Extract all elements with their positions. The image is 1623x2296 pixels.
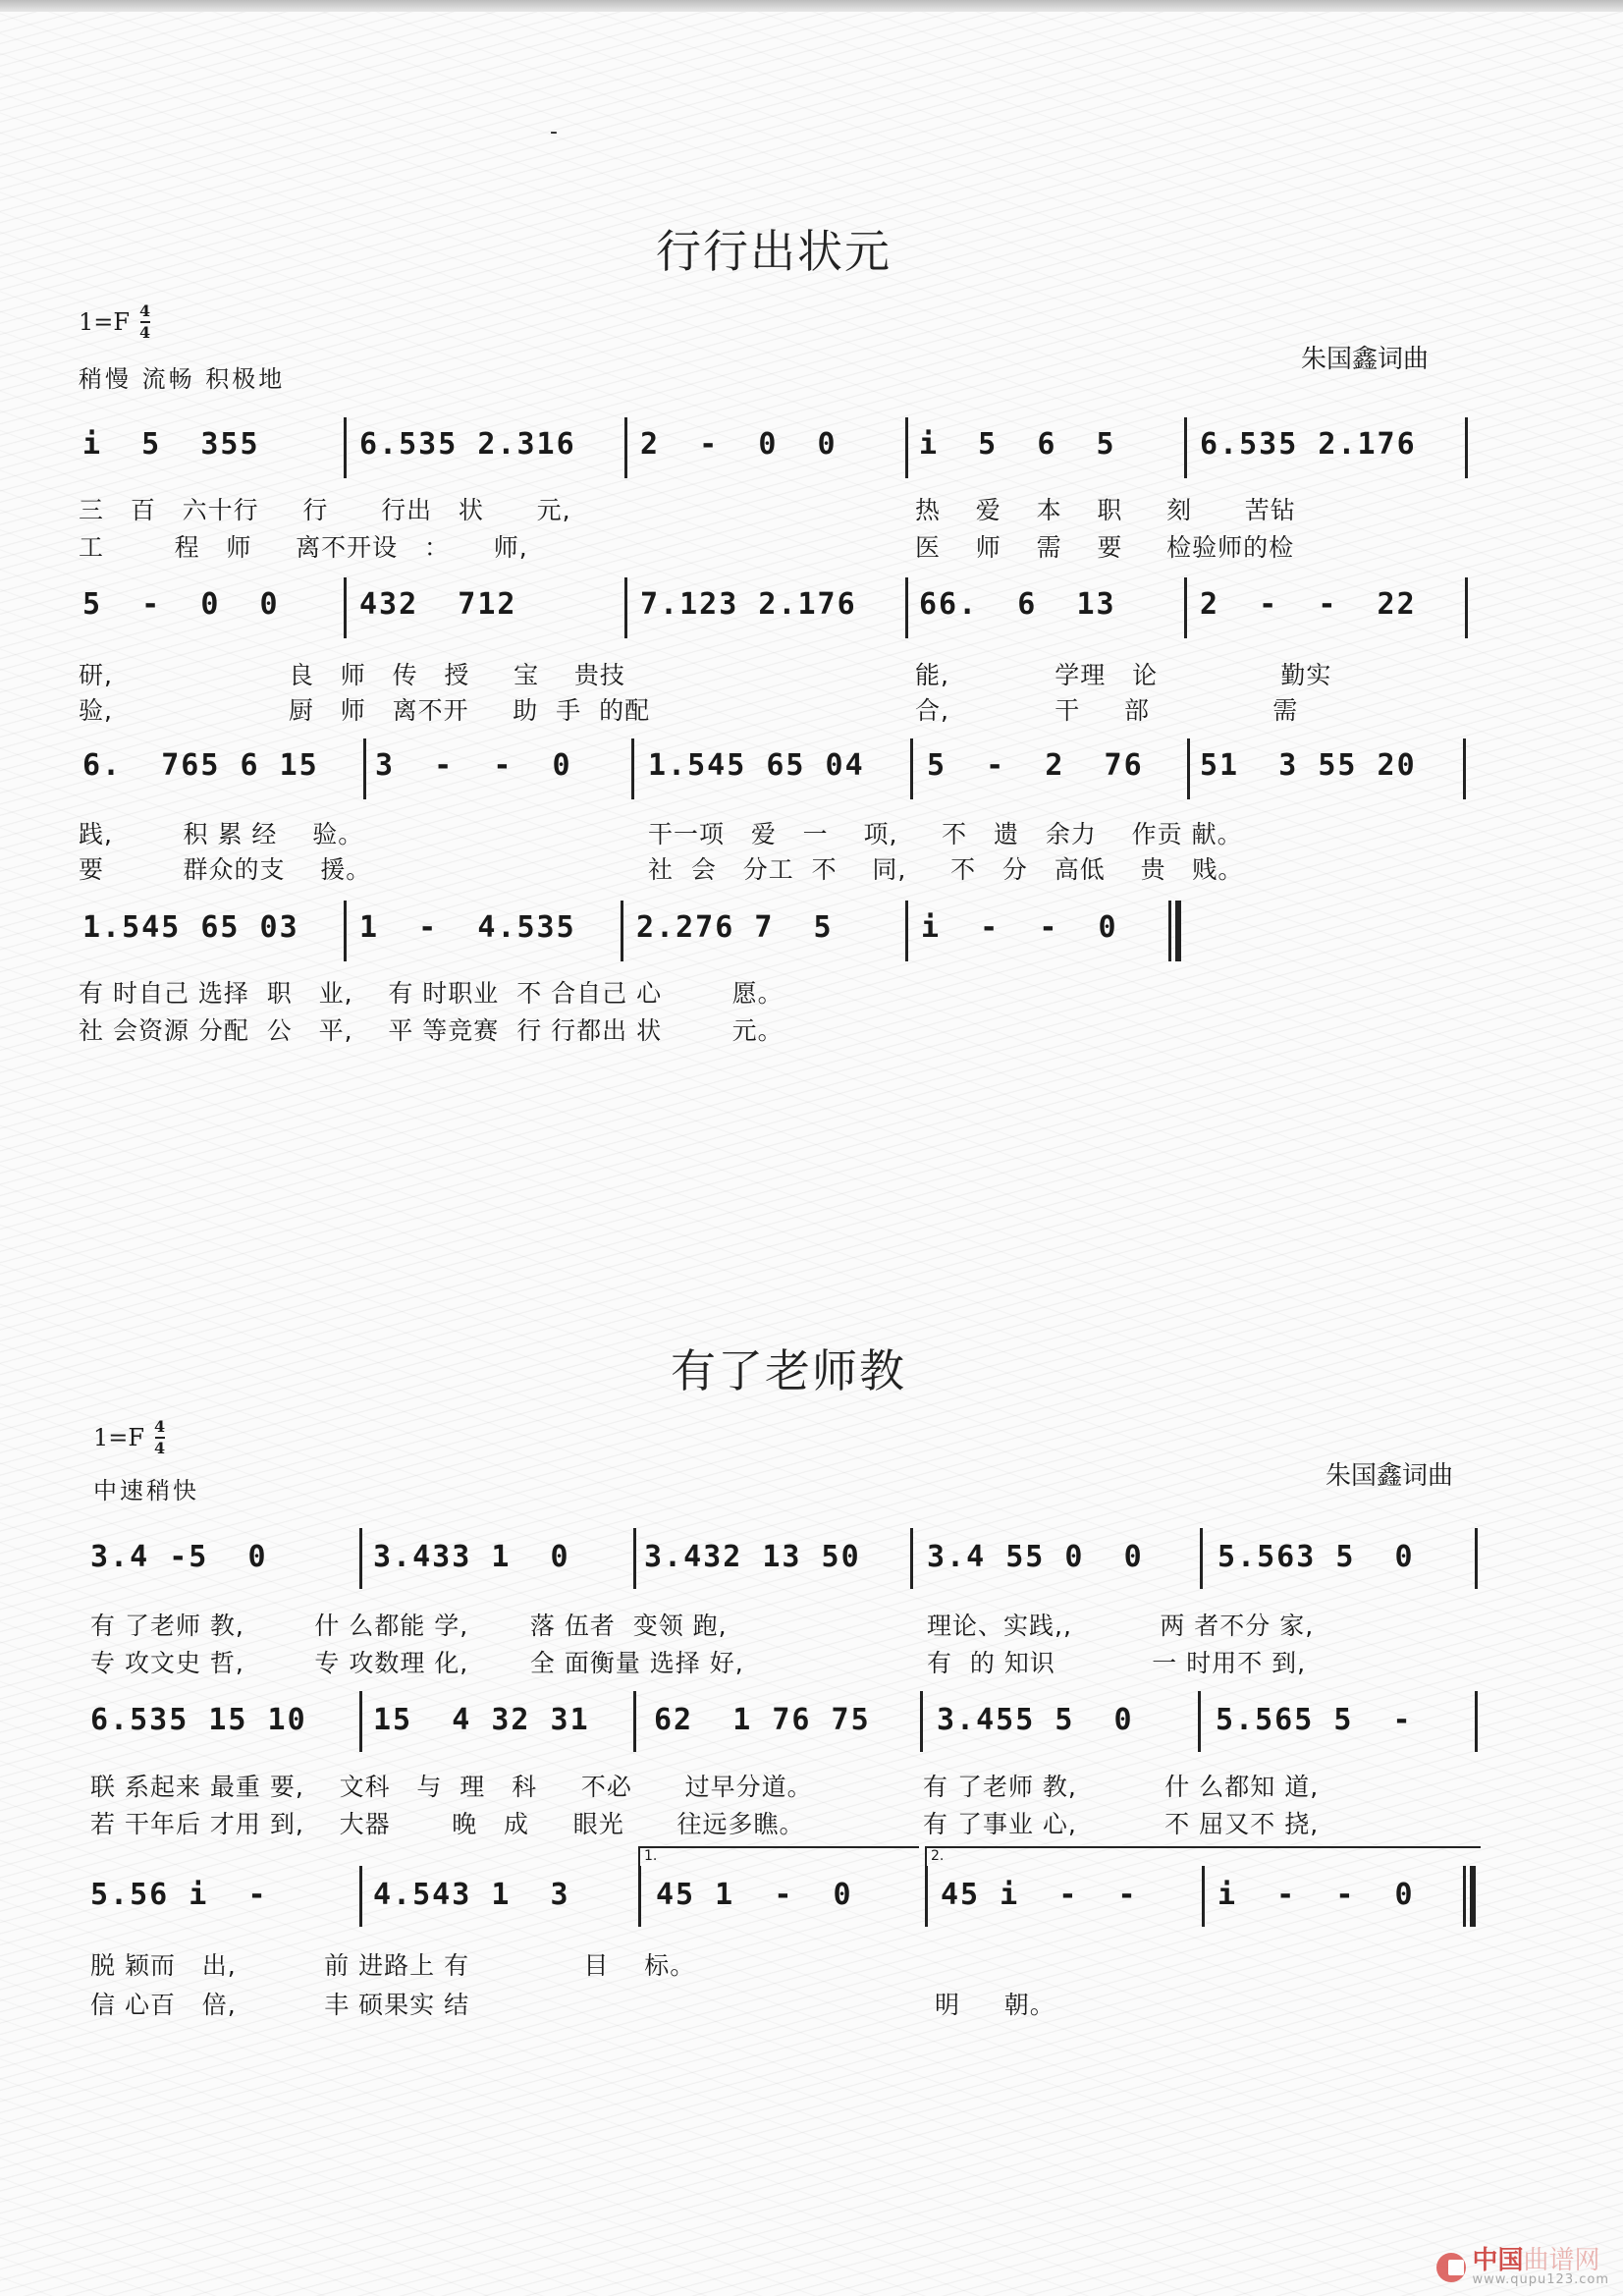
measure: 51 3 55 20	[1200, 748, 1417, 783]
barline	[1200, 1528, 1203, 1589]
lyric-verse-2: 信 心百 倍, 丰 硕果实 结	[90, 1991, 470, 2019]
measure: 62 1 76 75	[654, 1703, 871, 1737]
barline	[363, 738, 366, 799]
lyric-verse-1: 能, 学理 论 勤实	[915, 661, 1332, 689]
volta-1: 1.	[638, 1846, 919, 1887]
key-label: 1=F	[93, 1424, 145, 1451]
barline	[1475, 1528, 1478, 1589]
lyric-verse-1: 有 了老师 教, 什 么都知 道,	[923, 1773, 1320, 1801]
lyric-verse-2: 社 会 分工 不 同, 不 分 高低 贵 贱。	[648, 855, 1244, 884]
lyric-verse-1: 践, 积 累 经 验。	[79, 820, 364, 848]
measure: 15 4 32 31	[373, 1703, 590, 1737]
lyric-verse-2: 有 了事业 心, 不 屈又不 挠,	[923, 1810, 1320, 1838]
barline	[920, 1691, 923, 1752]
measure: 5 - 0 0	[82, 587, 280, 622]
tempo-marking: 稍慢 流畅 积极地	[79, 365, 286, 393]
measure: 3.433 1 0	[373, 1540, 570, 1574]
scan-top-edge	[0, 0, 1623, 12]
time-signature: $\frac{4}{4}$	[154, 1417, 166, 1457]
measure: 5.563 5 0	[1217, 1540, 1415, 1574]
lyric-verse-2: 明 朝。	[935, 1991, 1055, 2019]
top-mark: -	[550, 120, 558, 144]
measure: 6.535 2.316	[359, 427, 576, 462]
barline	[1202, 1866, 1205, 1927]
measure: 3.455 5 0	[937, 1703, 1134, 1737]
lyric-verse-2: 若 干年后 才用 到, 大器 晚 成 眼光 往远多瞧。	[90, 1810, 805, 1838]
barline	[905, 577, 908, 638]
tempo-marking: 中速稍快	[93, 1477, 199, 1504]
measure: 432 712	[359, 587, 517, 622]
measure: 7.123 2.176	[640, 587, 857, 622]
time-signature: $\frac{4}{4}$	[139, 301, 151, 342]
barline	[905, 417, 908, 478]
qupu-logo-icon	[1436, 2253, 1466, 2282]
barline	[359, 1691, 362, 1752]
barline	[344, 417, 347, 478]
lyric-verse-1: 有 了老师 教, 什 么都能 学, 落 伍者 变领 跑,	[90, 1612, 728, 1640]
lyric-verse-1: 理论、实践,, 两 者不分 家,	[927, 1612, 1315, 1640]
lyric-verse-1: 研, 良 师 传 授 宝 贵技	[79, 661, 625, 689]
watermark-brand-sub: 曲谱网	[1523, 2246, 1600, 2275]
measure: 45 1 - 0	[656, 1878, 853, 1912]
lyric-verse-2: 专 攻文史 哲, 专 攻数理 化, 全 面衡量 选择 好,	[90, 1649, 744, 1677]
measure: i 5 355	[82, 427, 260, 462]
barline	[638, 1866, 641, 1927]
key-signature	[93, 1418, 165, 1457]
barline	[1184, 577, 1187, 638]
lyric-verse-1: 有 时自己 选择 职 业, 有 时职业 不 合自己 心 愿。	[79, 979, 784, 1008]
measure: 66. 6 13	[919, 587, 1116, 622]
lyric-verse-1: 联 系起来 最重 要, 文科 与 理 科 不必 过早分道。	[90, 1773, 813, 1801]
key-label: 1=F	[79, 308, 131, 336]
barline	[1475, 1691, 1478, 1752]
lyric-verse-2: 工 程 师 离不开设 ： 师,	[79, 533, 528, 562]
measure: 5.565 5 -	[1216, 1703, 1413, 1737]
barline	[1465, 577, 1468, 638]
song-title: 有了老师教	[671, 1344, 906, 1397]
measure: 2.276 7 5	[636, 910, 834, 945]
measure: 1 - 4.535	[359, 910, 576, 945]
measure: i - - 0	[1217, 1878, 1415, 1912]
barline	[631, 738, 634, 799]
composer-credit: 朱国鑫词曲	[1301, 345, 1430, 374]
lyric-verse-2: 社 会资源 分配 公 平, 平 等竞赛 行 行都出 状 元。	[79, 1016, 784, 1045]
barline	[344, 577, 347, 638]
watermark	[1436, 2248, 1609, 2286]
measure: 4.543 1 3	[373, 1878, 570, 1912]
lyric-verse-2: 有 的 知识 一 时用不 到,	[927, 1649, 1307, 1677]
lyric-verse-1: 三 百 六十行 行 行出 状 元,	[79, 496, 571, 524]
measure: 3.432 13 50	[644, 1540, 861, 1574]
measure: 1.545 65 04	[648, 748, 865, 783]
watermark-url: www.qupu123.com	[1472, 2272, 1609, 2287]
measure: 3.4 55 0 0	[927, 1540, 1144, 1574]
measure: 5.56 i -	[90, 1878, 268, 1912]
lyric-verse-2: 合, 干 部 需	[915, 696, 1299, 725]
barline	[1463, 738, 1466, 799]
lyric-verse-2: 要 群众的支 援。	[79, 855, 372, 884]
volta-2: 2.	[925, 1846, 1481, 1887]
barline	[1184, 417, 1187, 478]
key-signature	[79, 302, 150, 342]
barline	[624, 417, 627, 478]
barline	[633, 1691, 636, 1752]
barline	[925, 1866, 928, 1927]
barline	[359, 1528, 362, 1589]
barline	[910, 738, 913, 799]
lyric-verse-1: 热 爱 本 职 刻 苦钻	[915, 496, 1296, 524]
measure: 45 i - -	[941, 1878, 1138, 1912]
barline	[621, 901, 623, 961]
watermark-brand: 中国	[1472, 2246, 1524, 2275]
barline	[359, 1866, 362, 1927]
measure: 2 - - 22	[1200, 587, 1417, 622]
measure: 6. 765 6 15	[82, 748, 319, 783]
barline	[344, 901, 347, 961]
barline	[633, 1528, 636, 1589]
measure: 6.535 2.176	[1200, 427, 1417, 462]
barline	[1465, 417, 1468, 478]
final-barline	[1463, 1866, 1476, 1927]
lyric-verse-1: 脱 颖而 出, 前 进路上 有 目 标。	[90, 1951, 696, 1980]
measure: 2 - 0 0	[640, 427, 838, 462]
barline	[1187, 738, 1190, 799]
lyric-verse-1: 干一项 爱 一 项, 不 遗 余力 作贡 献。	[648, 820, 1243, 848]
lyric-verse-2: 医 师 需 要 检验师的检	[915, 533, 1295, 562]
song-title: 行行出状元	[656, 225, 892, 278]
measure: i - - 0	[921, 910, 1118, 945]
final-barline	[1168, 901, 1181, 961]
measure: i 5 6 5	[919, 427, 1116, 462]
barline	[1198, 1691, 1201, 1752]
measure: 5 - 2 76	[927, 748, 1144, 783]
measure: 3 - - 0	[375, 748, 572, 783]
barline	[624, 577, 627, 638]
measure: 6.535 15 10	[90, 1703, 307, 1737]
measure: 3.4 -5 0	[90, 1540, 268, 1574]
measure: 1.545 65 03	[82, 910, 299, 945]
composer-credit: 朱国鑫词曲	[1325, 1461, 1454, 1491]
barline	[910, 1528, 913, 1589]
barline	[905, 901, 908, 961]
lyric-verse-2: 验, 厨 师 离不开 助 手 的配	[79, 696, 651, 725]
